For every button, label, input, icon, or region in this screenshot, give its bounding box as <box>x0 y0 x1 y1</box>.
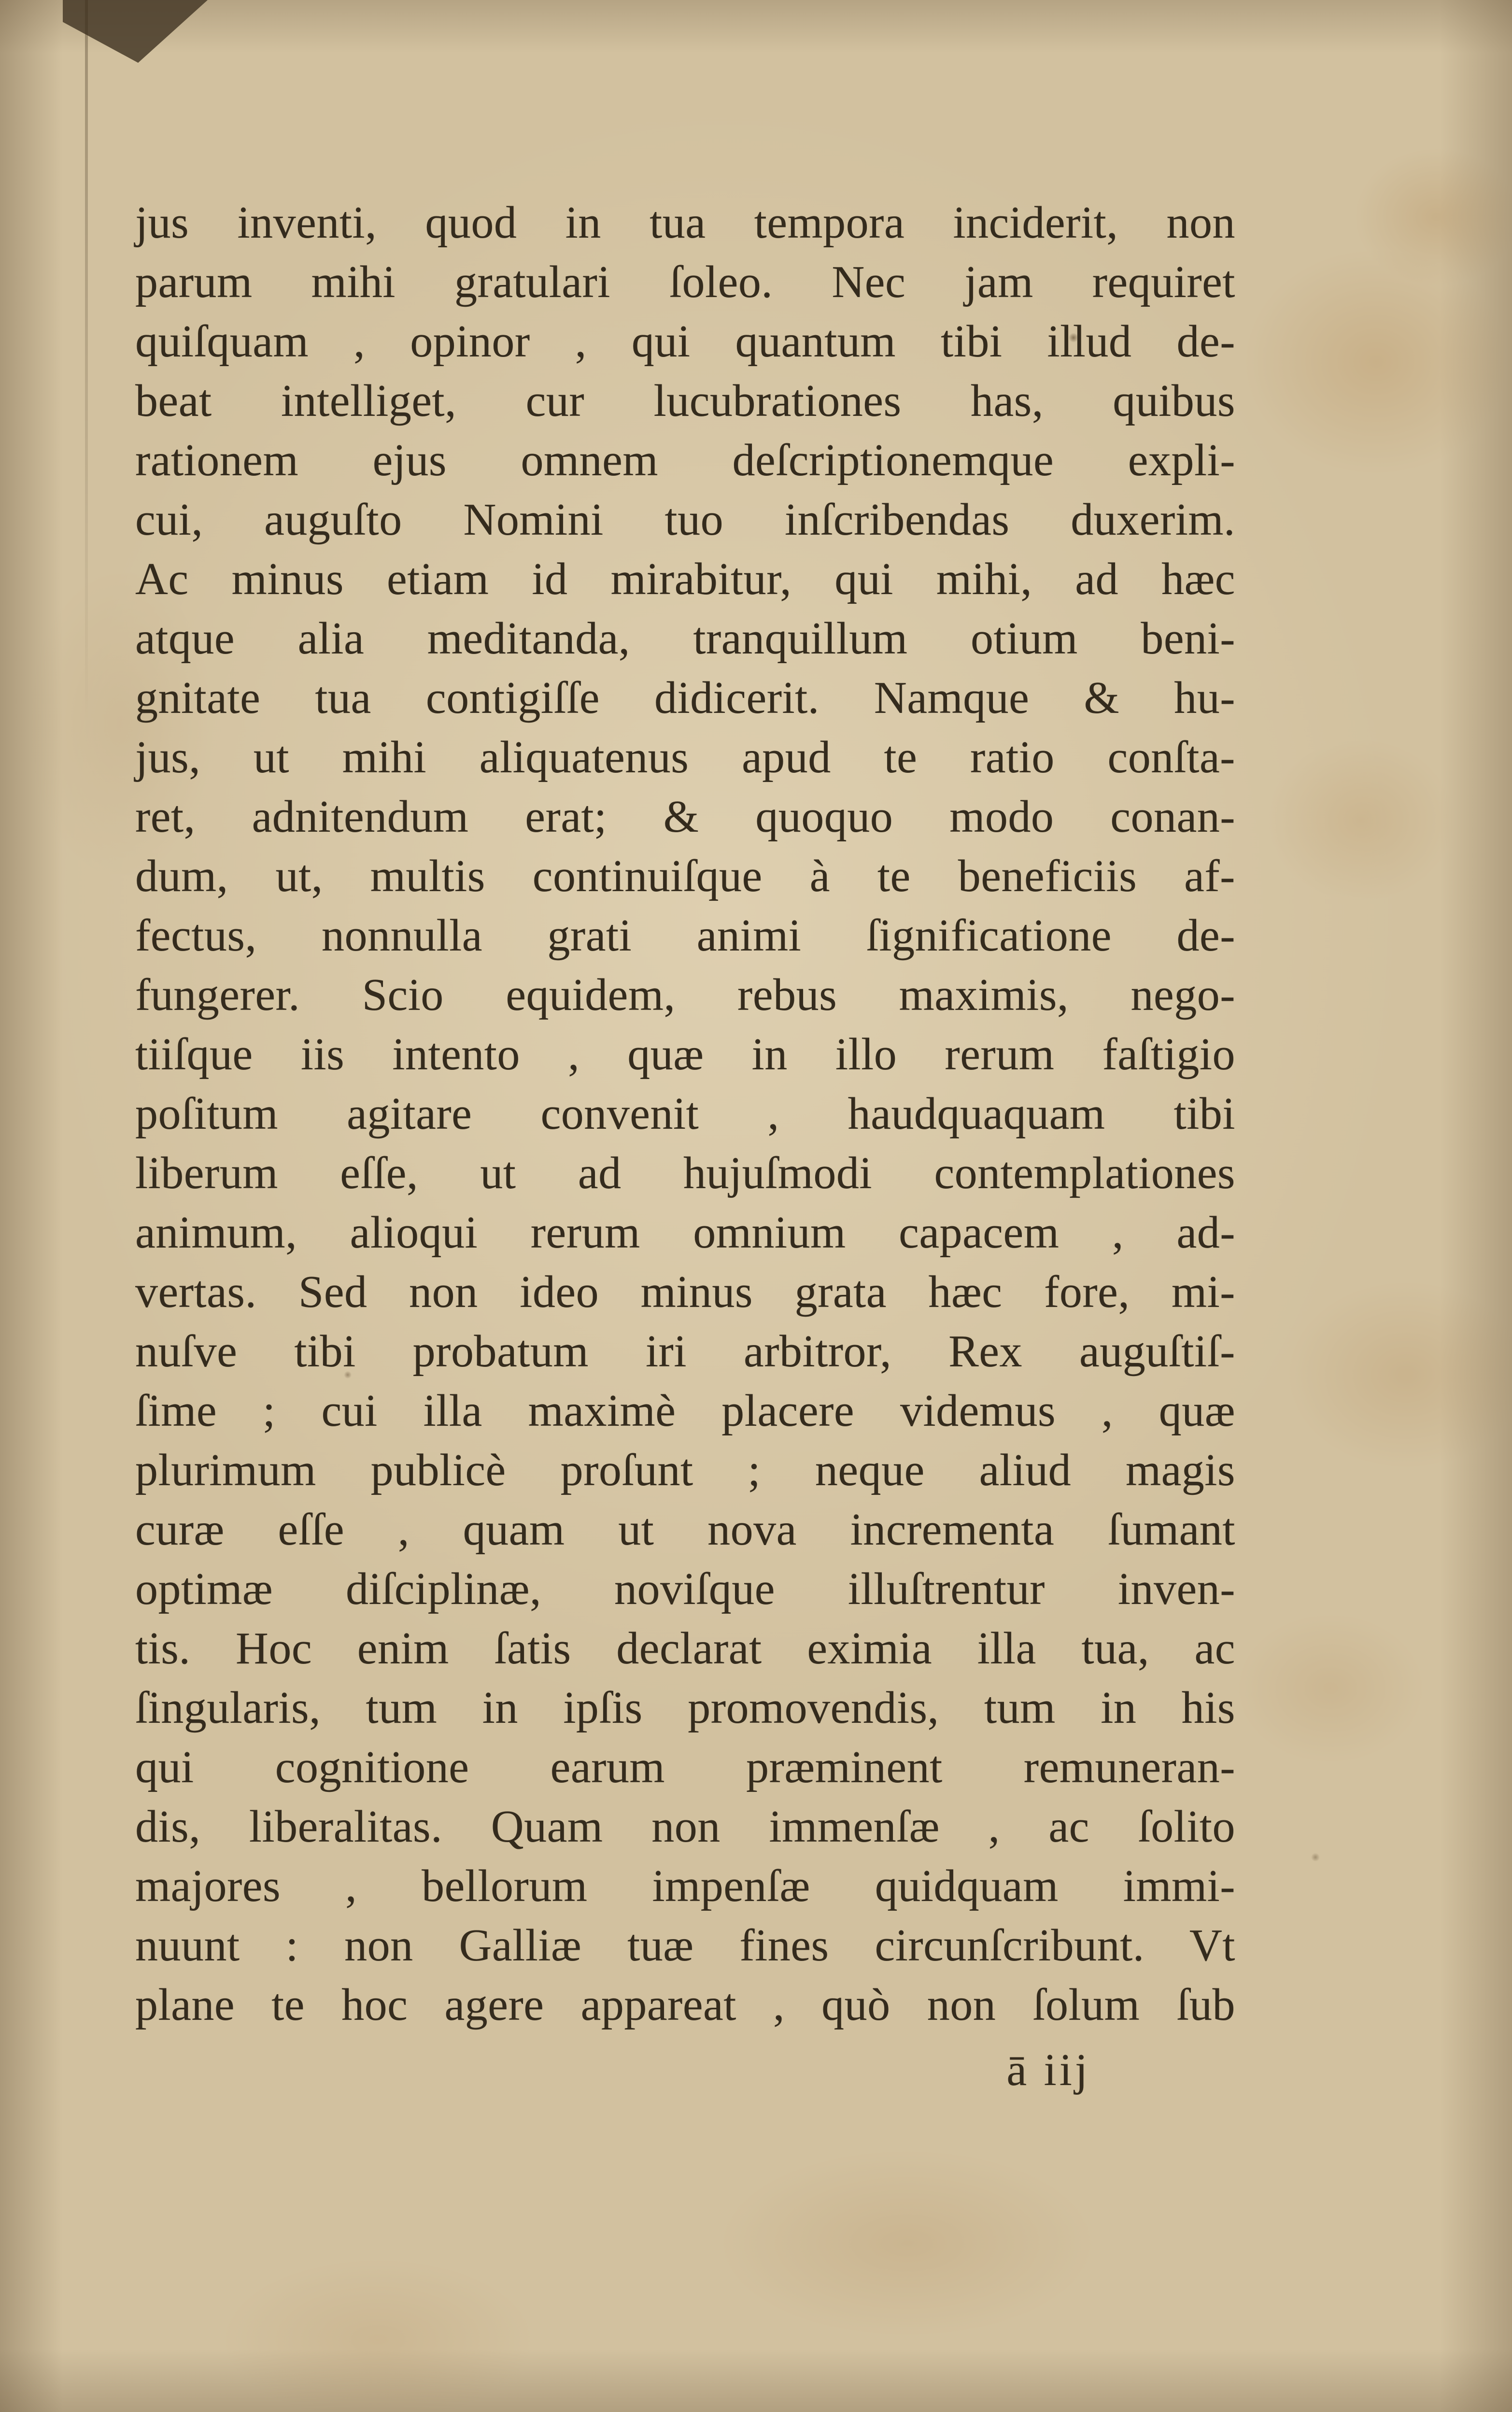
text-line: atque alia meditanda, tranquillum otium beni- <box>135 613 1235 664</box>
text-line: poſitum agitare convenit , haudquaquam tibi <box>135 1089 1235 1139</box>
text-line: ſime ; cui illa maximè placere videmus , quæ <box>135 1386 1235 1436</box>
text-line: tiiſque iis intento , quæ in illo rerum faſtigio <box>135 1029 1235 1079</box>
text-line: dum, ut, multis continuiſque à te beneficiis af- <box>135 851 1235 901</box>
binding-crease <box>85 0 88 724</box>
text-line: ſingularis, tum in ipſis promovendis, tum in his <box>135 1683 1235 1733</box>
text-line: gnitate tua contigiſſe didicerit. Namque & hu- <box>135 673 1235 723</box>
text-line: nuſve tibi probatum iri arbitror, Rex auguſtiſ- <box>135 1326 1235 1376</box>
text-line: fungerer. Scio equidem, rebus maximis, nego- <box>135 970 1235 1020</box>
text-line: parum mihi gratulari ſoleo. Nec jam requiret <box>135 257 1235 307</box>
text-line: vertas. Sed non ideo minus grata hæc fore, mi- <box>135 1267 1235 1317</box>
text-line: qui cognitione earum præminent remuneran- <box>135 1742 1235 1792</box>
text-line: nuunt : non Galliæ tuæ fines circunſcribunt. Vt <box>135 1920 1235 1971</box>
text-line: Ac minus etiam id mirabitur, qui mihi, ad hæc <box>135 554 1235 604</box>
text-line: ret, adnitendum erat; & quoquo modo conan- <box>135 792 1235 842</box>
text-line: liberum eſſe, ut ad hujuſmodi contemplationes <box>135 1148 1235 1198</box>
text-line: quiſquam , opinor , qui quantum tibi illud de- <box>135 316 1235 367</box>
text-line: beat intelliget, cur lucubrationes has, quibus <box>135 376 1235 426</box>
text-line: rationem ejus omnem deſcriptionemque expli- <box>135 435 1235 485</box>
text-line: jus inventi, quod in tua tempora inciderit, non <box>135 198 1235 248</box>
text-line: majores , bellorum impenſæ quidquam immi- <box>135 1861 1235 1911</box>
torn-corner <box>63 0 208 63</box>
text-line: animum, alioqui rerum omnium capacem , ad- <box>135 1207 1235 1258</box>
text-line: plurimum publicè proſunt ; neque aliud magis <box>135 1445 1235 1495</box>
text-lines-container <box>135 193 1235 2035</box>
text-line: cui, auguſto Nomini tuo inſcribendas duxerim. <box>135 495 1235 545</box>
text-line: curæ eſſe , quam ut nova incrementa ſumant <box>135 1504 1235 1555</box>
text-line: tis. Hoc enim ſatis declarat eximia illa tua, ac <box>135 1623 1235 1674</box>
text-line: plane te hoc agere appareat , quò non ſolum ſub <box>135 1980 1235 2030</box>
text-line: optimæ diſciplinæ, noviſque illuſtrentur inven- <box>135 1564 1235 1614</box>
text-line: jus, ut mihi aliquatenus apud te ratio conſta- <box>135 732 1235 782</box>
text-line: fectus, nonnulla grati animi ſignificatione de- <box>135 910 1235 961</box>
text-block <box>135 193 1235 2100</box>
signature-mark: ā iij <box>1006 2045 1090 2095</box>
text-line: dis, liberalitas. Quam non immenſæ , ac ſolito <box>135 1802 1235 1852</box>
